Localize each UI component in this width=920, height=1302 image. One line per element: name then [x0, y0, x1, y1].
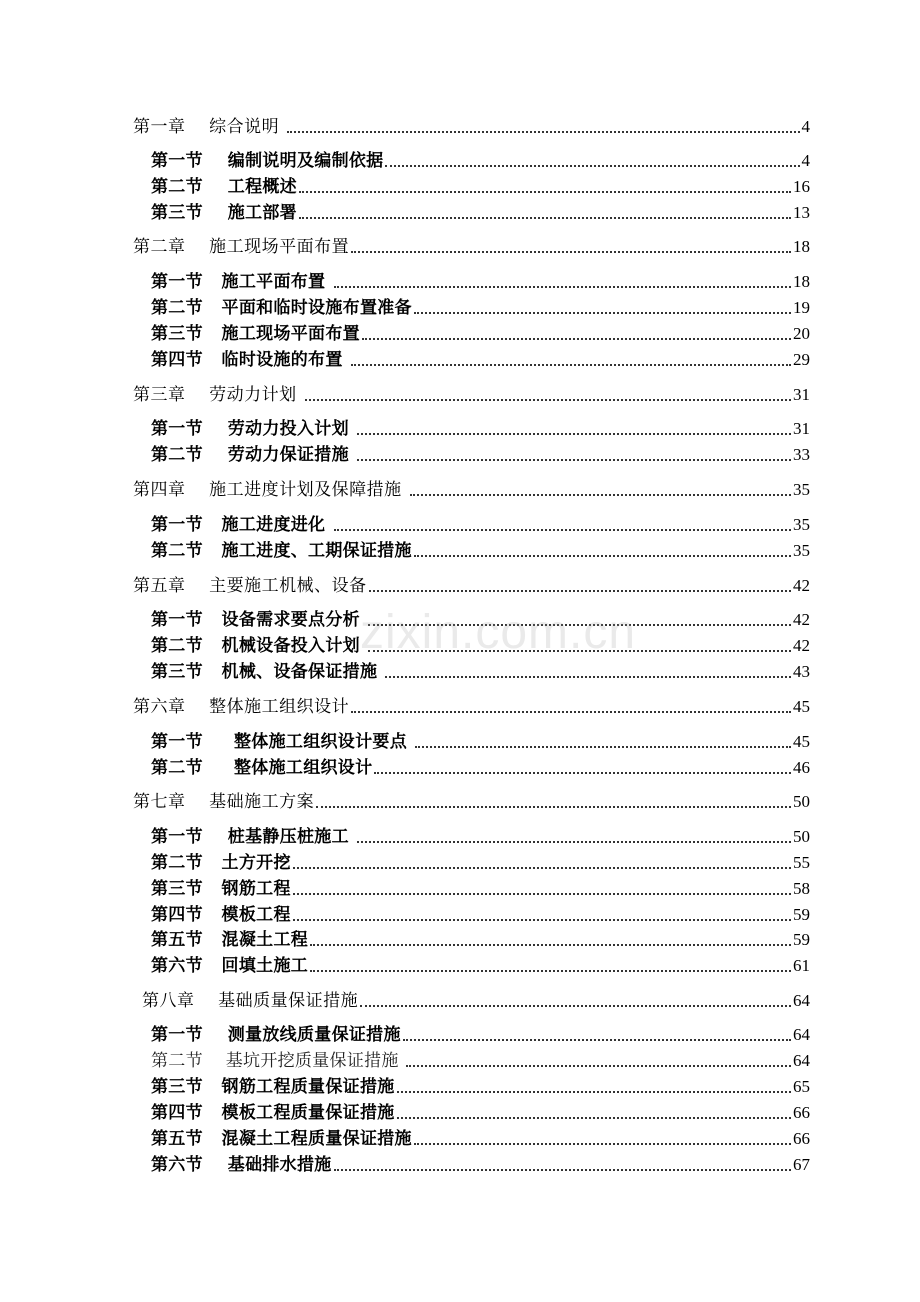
toc-page-number: 45	[793, 732, 810, 751]
dot-leader	[357, 433, 791, 435]
toc-entry-label: 第二节 劳动力保证措施	[151, 445, 356, 465]
toc-section-entry[interactable]	[151, 1019, 810, 1045]
toc-section-entry[interactable]	[151, 439, 810, 465]
dot-leader	[369, 590, 791, 592]
dot-leader	[368, 624, 791, 626]
toc-page-number: 66	[793, 1129, 810, 1148]
toc-entry-label: 第五节 混凝土工程质量保证措施	[151, 1129, 412, 1149]
dot-leader	[397, 1091, 791, 1093]
toc-page-number: 19	[793, 298, 810, 317]
toc-entry-label: 第二节 平面和临时设施布置准备	[151, 298, 412, 318]
toc-section-entry[interactable]	[151, 413, 810, 439]
toc-entry-label: 第三章 劳动力计划	[133, 385, 303, 405]
toc-entry-label: 第一节 整体施工组织设计要点	[151, 732, 414, 752]
dot-leader	[334, 286, 791, 288]
toc-chapter-entry[interactable]	[142, 985, 810, 1011]
toc-section-entry[interactable]	[151, 1097, 810, 1123]
toc-chapter-entry[interactable]	[133, 786, 810, 812]
toc-entry-label: 第六章 整体施工组织设计	[133, 697, 350, 717]
toc-section-entry[interactable]	[151, 197, 810, 223]
dot-leader	[293, 893, 791, 895]
toc-section-entry[interactable]	[151, 847, 810, 873]
toc-page-number: 66	[793, 1103, 810, 1122]
toc-entry-label: 第五节 混凝土工程	[151, 930, 309, 950]
dot-leader	[374, 772, 791, 774]
toc-chapter-entry[interactable]	[133, 570, 810, 596]
dot-leader	[414, 555, 791, 557]
toc-section-entry[interactable]	[151, 535, 810, 561]
toc-chapter-entry[interactable]	[133, 379, 810, 405]
toc-entry-label: 第一节 施工进度进化	[151, 515, 332, 535]
watermark: zixin.com.cn	[360, 606, 637, 659]
toc-page-number: 64	[793, 991, 810, 1010]
dot-leader	[410, 494, 791, 496]
toc-chapter-entry[interactable]	[133, 111, 810, 137]
toc-entry-label: 第三节 施工现场平面布置	[151, 324, 360, 344]
toc-page-number: 35	[793, 515, 810, 534]
toc-entry-label: 第五章 主要施工机械、设备	[133, 576, 367, 596]
toc-entry-label: 第七章 基础施工方案	[133, 792, 315, 812]
toc-entry-label: 第三节 施工部署	[151, 203, 297, 223]
toc-entry-label: 第二节 机械设备投入计划	[151, 636, 367, 656]
dot-leader	[357, 459, 791, 461]
toc-page-number: 61	[793, 956, 810, 975]
toc-page-number: 13	[793, 203, 810, 222]
dot-leader	[351, 364, 791, 366]
toc-chapter-entry[interactable]	[133, 691, 810, 717]
toc-page-number: 18	[793, 237, 810, 256]
toc-entry-label: 第一节 测量放线质量保证措施	[151, 1025, 401, 1045]
dot-leader	[310, 944, 791, 946]
toc-chapter-entry[interactable]	[133, 474, 810, 500]
toc-entry-label: 第六节 回填土施工	[151, 956, 309, 976]
toc-page-number: 59	[793, 930, 810, 949]
toc-entry-label: 第二节 工程概述	[151, 177, 297, 197]
toc-section-entry[interactable]	[151, 899, 810, 925]
toc-page-number: 46	[793, 758, 810, 777]
toc-page-number: 67	[793, 1155, 810, 1174]
toc-entry-label: 第三节 钢筋工程质量保证措施	[151, 1077, 395, 1097]
toc-entry-label: 第四节 模板工程质量保证措施	[151, 1103, 395, 1123]
toc-entry-label: 第四节 模板工程	[151, 905, 291, 925]
dot-leader	[415, 746, 791, 748]
toc-section-entry[interactable]	[151, 266, 810, 292]
dot-leader	[362, 338, 791, 340]
dot-leader	[351, 711, 791, 713]
toc-page-number: 42	[793, 610, 810, 629]
dot-leader	[299, 217, 791, 219]
toc-page-number: 55	[793, 853, 810, 872]
dot-leader	[357, 841, 791, 843]
dot-leader	[385, 165, 799, 167]
toc-section-entry[interactable]	[151, 630, 810, 656]
toc-page-number: 64	[793, 1025, 810, 1044]
dot-leader	[360, 1005, 791, 1007]
toc-entry-label: 第四节 临时设施的布置	[151, 350, 349, 370]
toc-section-entry[interactable]	[151, 1149, 810, 1175]
dot-leader	[397, 1117, 791, 1119]
toc-section-entry[interactable]	[151, 1123, 810, 1149]
toc-page-number: 50	[793, 827, 810, 846]
toc-section-entry[interactable]	[151, 292, 810, 318]
toc-entry-label: 第二节 施工进度、工期保证措施	[151, 541, 412, 561]
toc-page-number: 58	[793, 879, 810, 898]
dot-leader	[293, 919, 791, 921]
toc-section-entry[interactable]	[151, 318, 810, 344]
dot-leader	[334, 529, 791, 531]
toc-section-entry[interactable]	[151, 344, 810, 370]
toc-entry-label: 第一章 综合说明	[133, 117, 286, 137]
dot-leader	[299, 191, 791, 193]
toc-entry-label: 第四章 施工进度计划及保障措施	[133, 480, 408, 500]
toc-section-entry[interactable]	[151, 873, 810, 899]
toc-section-entry[interactable]	[151, 1045, 810, 1071]
toc-chapter-entry[interactable]	[133, 231, 810, 257]
toc-entry-label: 第一节 编制说明及编制依据	[151, 151, 384, 171]
dot-leader	[334, 1169, 791, 1171]
toc-page-number: 64	[793, 1051, 810, 1070]
dot-leader	[305, 399, 791, 401]
toc-entry-label: 第一节 劳动力投入计划	[151, 419, 356, 439]
toc-page-number: 43	[793, 662, 810, 681]
toc-section-entry[interactable]	[151, 726, 810, 752]
toc-entry-label: 第二章 施工现场平面布置	[133, 237, 350, 257]
toc-page-number: 18	[793, 272, 810, 291]
toc-entry-label: 第一节 桩基静压桩施工	[151, 827, 356, 847]
dot-leader	[316, 806, 791, 808]
toc-section-entry[interactable]	[151, 950, 810, 976]
dot-leader	[287, 131, 799, 133]
toc-entry-label: 第二节 基坑开挖质量保证措施	[151, 1051, 405, 1071]
toc-page-number: 65	[793, 1077, 810, 1096]
toc-section-entry[interactable]	[151, 171, 810, 197]
toc-page-number: 42	[793, 636, 810, 655]
toc-section-entry[interactable]	[151, 509, 810, 535]
toc-section-entry[interactable]	[151, 752, 810, 778]
toc-page-number: 35	[793, 480, 810, 499]
toc-page-number: 20	[793, 324, 810, 343]
toc-section-entry[interactable]	[151, 821, 810, 847]
toc-page-number: 42	[793, 576, 810, 595]
toc-section-entry[interactable]	[151, 145, 810, 171]
toc-page-number: 31	[793, 385, 810, 404]
toc-section-entry[interactable]	[151, 1071, 810, 1097]
dot-leader	[368, 650, 791, 652]
toc-entry-label: 第二节 土方开挖	[151, 853, 291, 873]
dot-leader	[414, 1143, 791, 1145]
toc-page-number: 35	[793, 541, 810, 560]
toc-page-number: 31	[793, 419, 810, 438]
toc-page-number: 59	[793, 905, 810, 924]
toc-section-entry[interactable]	[151, 656, 810, 682]
toc-page-number: 4	[801, 117, 810, 136]
toc-page-number: 29	[793, 350, 810, 369]
dot-leader	[403, 1039, 791, 1041]
toc-section-entry[interactable]	[151, 604, 810, 630]
toc-page-number: 45	[793, 697, 810, 716]
toc-page-number: 16	[793, 177, 810, 196]
toc-entry-label: 第一节 设备需求要点分析	[151, 610, 367, 630]
dot-leader	[293, 867, 791, 869]
toc-entry-label: 第三节 钢筋工程	[151, 879, 291, 899]
dot-leader	[310, 970, 791, 972]
dot-leader	[351, 251, 791, 253]
dot-leader	[385, 676, 791, 678]
toc-entry-label: 第二节 整体施工组织设计	[151, 758, 373, 778]
toc-page-number: 33	[793, 445, 810, 464]
toc-page-number: 50	[793, 792, 810, 811]
toc-page-number: 4	[801, 151, 810, 170]
toc-entry-label: 第三节 机械、设备保证措施	[151, 662, 384, 682]
toc-section-entry[interactable]	[151, 924, 810, 950]
toc-entry-label: 第八章 基础质量保证措施	[142, 991, 359, 1011]
toc-entry-label: 第六节 基础排水措施	[151, 1155, 332, 1175]
toc-entry-label: 第一节 施工平面布置	[151, 272, 332, 292]
dot-leader	[406, 1065, 791, 1067]
dot-leader	[414, 312, 791, 314]
